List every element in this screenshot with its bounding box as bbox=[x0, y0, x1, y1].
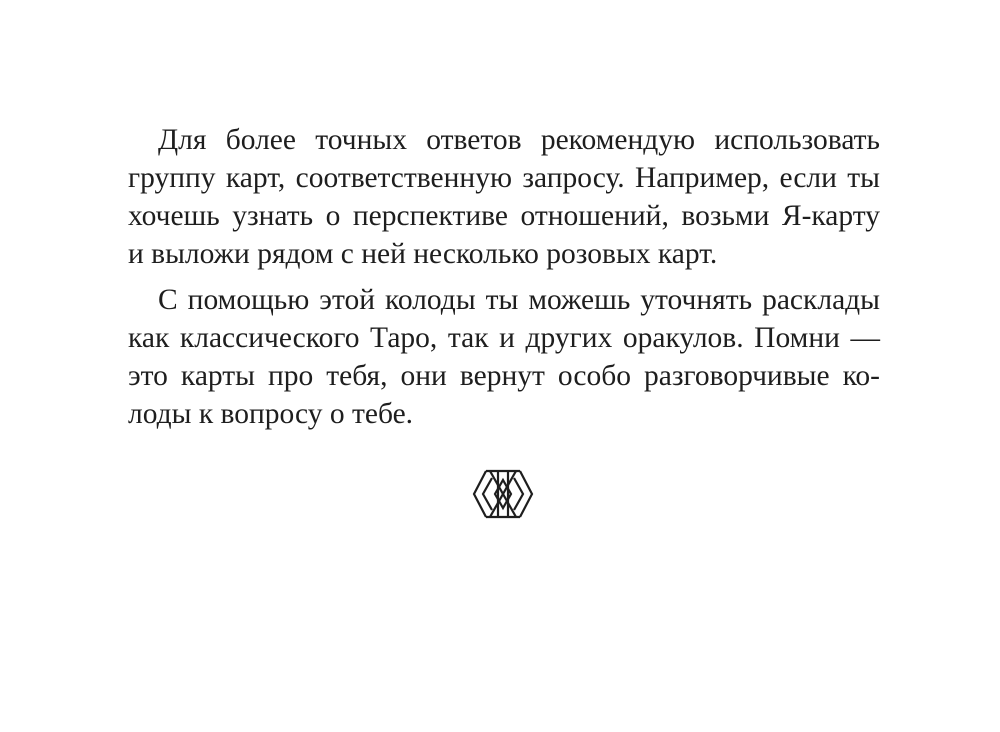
paragraph-line: С помощью этой колоды ты можешь уточнять расклады bbox=[158, 284, 880, 316]
paragraph-line: как классического Таро, так и других оракулов. Помни — bbox=[128, 322, 880, 354]
paragraph-line: и выложи рядом с ней несколько розовых карт. bbox=[128, 238, 718, 270]
paragraph-line: лоды к вопросу о тебе. bbox=[128, 398, 414, 430]
paragraph-line: группу карт, соответственную запросу. Например, если ты bbox=[128, 162, 880, 194]
paragraph-2 bbox=[128, 281, 880, 433]
body-text bbox=[128, 121, 880, 433]
geometric-diamond-ornament-icon bbox=[472, 468, 534, 520]
paragraph-line: хочешь узнать о перспективе отношений, возьми Я-карту bbox=[128, 200, 880, 232]
paragraph-1 bbox=[128, 121, 880, 273]
paragraph-line: Для более точных ответов рекомендую использовать bbox=[158, 124, 880, 156]
paragraph-line: это карты про тебя, они вернут особо разговорчивые ко- bbox=[128, 360, 880, 392]
